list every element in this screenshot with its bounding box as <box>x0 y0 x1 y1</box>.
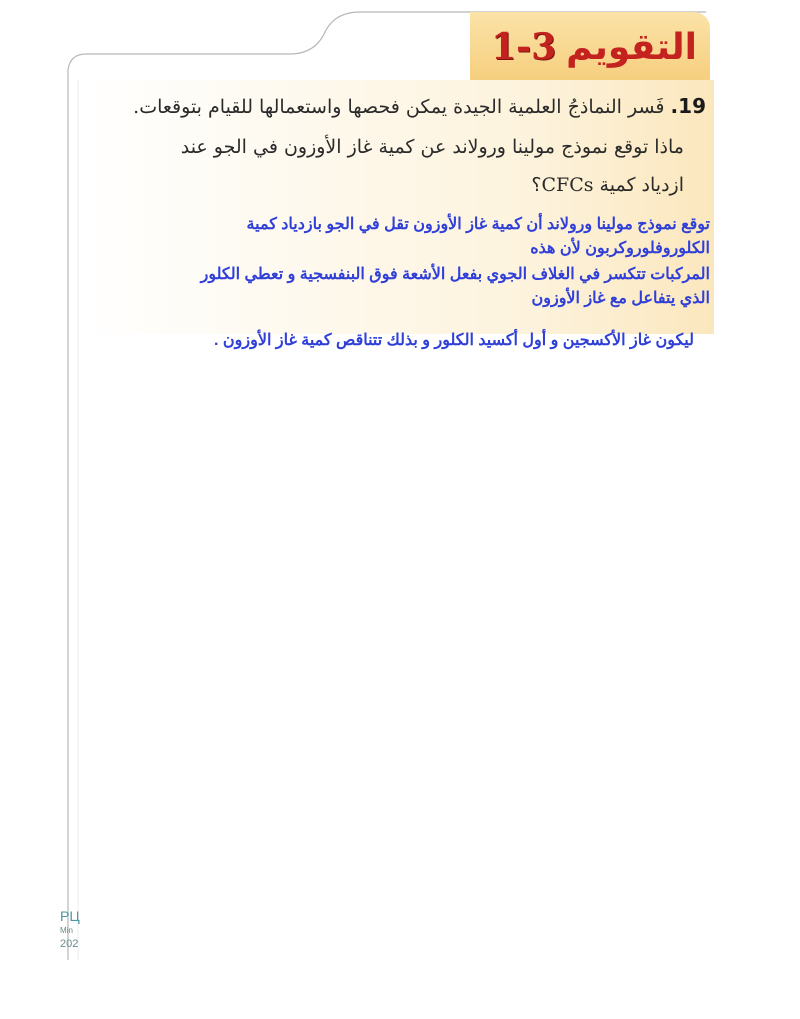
answer-line-2: الكلوروفلوروكربون لأن هذه <box>530 240 710 257</box>
title-word: التقويم <box>566 26 697 68</box>
question-line-3: ازدياد كمية CFCs؟ <box>531 174 684 196</box>
question-number: 19. <box>670 94 706 118</box>
question-block <box>82 80 714 210</box>
answer-line-5: ليكون غاز الأكسجين و أول أكسيد الكلور و بذلك تتناقص كمية غاز الأوزون . <box>214 332 694 349</box>
footer-logo-text: РЦ <box>60 908 80 924</box>
question-line-1-text: فَسر النماذجُ العلمية الجيدة يمكن فحصها واستعمالها للقيام بتوقعات. <box>133 96 665 118</box>
answer-line-4: الذي يتفاعل مع غاز الأوزون <box>531 290 710 307</box>
answer-line-3: المركبات تتكسر في الغلاف الجوي بفعل الأشعة فوق البنفسجية و تعطي الكلور <box>200 266 710 283</box>
footer-line-2: Min <box>60 926 73 935</box>
section-title <box>484 18 704 76</box>
question-line-2: ماذا توقع نموذج مولينا ورولاند عن كمية غاز الأوزون في الجو عند <box>180 136 684 158</box>
footer-line-3: 202 <box>60 938 79 950</box>
answer-block <box>82 210 714 334</box>
answer-line-1: توقع نموذج مولينا ورولاند أن كمية غاز الأوزون تقل في الجو بازدياد كمية <box>246 216 710 233</box>
question-line-1 <box>133 94 706 118</box>
title-number: 1-3 <box>491 26 557 68</box>
